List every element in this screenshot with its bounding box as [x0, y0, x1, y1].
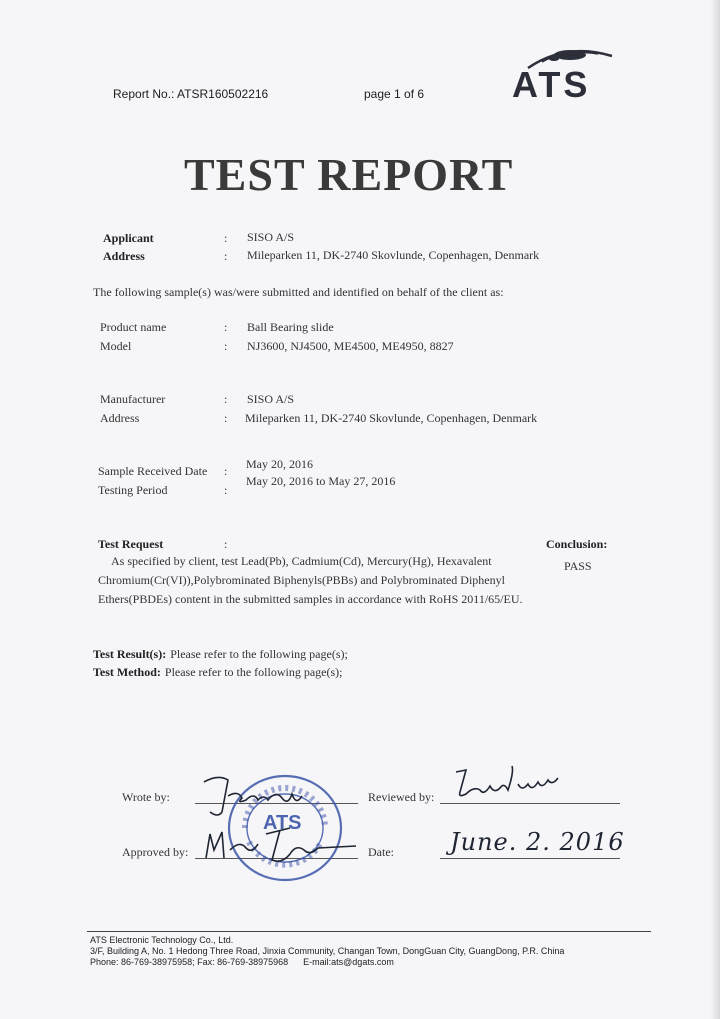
colon: : [224, 464, 228, 478]
test-request-line-2: Chromium(Cr(VI)),Polybrominated Biphenyls(PBBs) and Polybrominated Diphenyl [98, 573, 505, 587]
test-request-line-1: As specified by client, test Lead(Pb), Cadmium(Cd), Mercury(Hg), Hexavalent [111, 554, 492, 568]
test-request-line-3: Ethers(PBDEs) content in the submitted samples in accordance with RoHS 2011/65/EU. [98, 592, 523, 606]
wrote-by-signature [198, 772, 308, 818]
applicant-address-value: Mileparken 11, DK-2740 Skovlunde, Copenhagen, Denmark [247, 248, 540, 262]
footer-company: ATS Electronic Technology Co., Ltd. [90, 935, 234, 945]
date-label: Date: [368, 845, 394, 859]
testing-period-label: Testing Period [98, 483, 168, 497]
applicant-label: Applicant [103, 231, 154, 245]
manufacturer-value: SISO A/S [247, 392, 295, 406]
ats-logo [508, 42, 626, 110]
footer-address: 3/F, Building A, No. 1 Hedong Three Road, Jinxia Community, Changan Town, DongGuan City, GuangDong, P.R. China [90, 946, 565, 956]
test-results-label: Test Result(s): [93, 647, 167, 661]
test-results-row [93, 645, 348, 663]
logo-wordmark: ATS [512, 64, 591, 105]
colon: : [224, 537, 228, 551]
colon: : [224, 249, 228, 263]
colon: : [224, 483, 228, 497]
received-date-value: May 20, 2016 [246, 457, 313, 471]
conclusion-label: Conclusion: [546, 537, 608, 551]
test-method-row [93, 663, 343, 681]
footer-contact: Phone: 86-769-38975958; Fax: 86-769-38975968 E-mail:ats@dgats.com [90, 957, 394, 967]
page-title: TEST REPORT [184, 149, 514, 200]
manufacturer-address-value: Mileparken 11, DK-2740 Skovlunde, Copenhagen, Denmark [245, 411, 538, 425]
footer-divider [87, 931, 651, 932]
approved-by-signature [200, 820, 360, 868]
date-line [440, 858, 620, 859]
model-value: NJ3600, NJ4500, ME4500, ME4950, 8827 [247, 339, 454, 353]
stamp-center-text: ATS [263, 812, 302, 834]
wrote-by-label: Wrote by: [122, 790, 170, 804]
received-date-label: Sample Received Date [98, 464, 208, 478]
reviewed-by-signature [452, 762, 562, 804]
manufacturer-label: Manufacturer [100, 392, 166, 406]
manufacturer-address-label: Address [100, 411, 140, 425]
test-method-value: Please refer to the following page(s); [164, 665, 343, 679]
colon: : [224, 320, 228, 334]
scan-edge-shadow [710, 0, 720, 1019]
intro-text: The following sample(s) was/were submitted and identified on behalf of the client as: [93, 285, 504, 299]
applicant-address-label: Address [103, 249, 145, 263]
colon: : [224, 231, 228, 245]
testing-period-value: May 20, 2016 to May 27, 2016 [246, 474, 396, 488]
colon: : [224, 392, 228, 406]
approved-by-label: Approved by: [122, 845, 189, 859]
reviewed-by-label: Reviewed by: [368, 790, 435, 804]
product-name-label: Product name [100, 320, 167, 334]
date-handwritten: June. 2. 2016 [450, 828, 625, 856]
test-results-value: Please refer to the following page(s); [170, 647, 348, 661]
product-name-value: Ball Bearing slide [247, 320, 334, 334]
report-number: Report No.: ATSR160502216 [113, 87, 269, 101]
test-method-label: Test Method: [93, 665, 161, 679]
applicant-value: SISO A/S [247, 230, 295, 244]
colon: : [224, 339, 228, 353]
test-request-label: Test Request [98, 537, 164, 551]
colon: : [224, 411, 228, 425]
model-label: Model [100, 339, 132, 353]
conclusion-value: PASS [564, 559, 592, 573]
page-indicator: page 1 of 6 [364, 87, 425, 101]
